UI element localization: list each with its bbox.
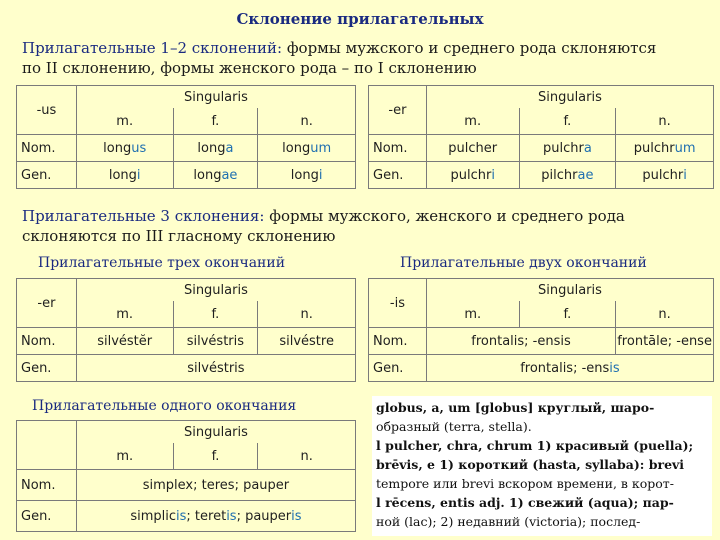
col-f: f. xyxy=(173,108,258,135)
case-gen: Gen. xyxy=(369,162,427,189)
dict-line: l pulcher, chra, chrum 1) красивый (puella); xyxy=(376,438,694,453)
case-nom: Nom. xyxy=(369,135,427,162)
dictionary-excerpt xyxy=(372,396,712,536)
section3-text-line1: формы мужского, женского и среднего рода xyxy=(269,207,625,225)
cell: silvéstĕr xyxy=(76,328,173,355)
dict-line: образный (terra, stella). xyxy=(376,419,532,434)
section1-text xyxy=(22,38,712,78)
col-m: m. xyxy=(426,108,519,135)
singularis-label: Singularis xyxy=(426,86,713,109)
case-gen: Gen. xyxy=(369,355,427,382)
table-er3 xyxy=(16,278,356,382)
section3-lead: Прилагательные 3 склонения: xyxy=(22,207,265,225)
col-m: m. xyxy=(76,108,173,135)
section3-text-line2: склоняются по III гласному склонению xyxy=(22,227,336,245)
col-m: m. xyxy=(426,301,519,328)
cell: pulcher xyxy=(426,135,519,162)
section1-text-line1: формы мужского и среднего рода склоняются xyxy=(286,39,657,57)
singularis-label: Singularis xyxy=(76,421,355,444)
cell-merged: simplicis; teretis; pauperis xyxy=(76,501,355,532)
cell-n: frontāle; -ense xyxy=(616,328,714,355)
case-gen: Gen. xyxy=(17,501,77,532)
dict-line: ной (lac); 2) недавний (victoria); послед- xyxy=(376,514,641,529)
case-nom: Nom. xyxy=(17,135,77,162)
cell: longi xyxy=(258,162,356,189)
section1-lead: Прилагательные 1–2 склонений: xyxy=(22,39,283,57)
cell-merged: simplex; teres; pauper xyxy=(76,470,355,501)
ending-is: -is xyxy=(369,279,427,328)
col-f: f. xyxy=(173,301,258,328)
singularis-label: Singularis xyxy=(76,86,355,109)
case-gen: Gen. xyxy=(17,355,77,382)
cell: pulchri xyxy=(426,162,519,189)
cell: longae xyxy=(173,162,258,189)
cell: pulchra xyxy=(519,135,616,162)
col-m: m. xyxy=(76,301,173,328)
dict-line: globus, a, um [globus] круглый, шаро- xyxy=(376,400,655,415)
col-f: f. xyxy=(519,301,616,328)
cell: pulchrum xyxy=(616,135,714,162)
case-nom: Nom. xyxy=(17,470,77,501)
cell-merged: frontalis; -ensis xyxy=(426,355,713,382)
dict-line: tempore или brevi вскором времени, в корот- xyxy=(376,476,674,491)
three-endings-heading: Прилагательные трех окончаний xyxy=(38,255,286,271)
one-ending-heading: Прилагательные одного окончания xyxy=(32,398,297,414)
table-er xyxy=(368,85,714,189)
table-one xyxy=(16,420,356,532)
table-us xyxy=(16,85,356,189)
singularis-label: Singularis xyxy=(76,279,355,302)
case-nom: Nom. xyxy=(17,328,77,355)
cell: longus xyxy=(76,135,173,162)
cell-mf: frontalis; -ensis xyxy=(426,328,615,355)
col-n: n. xyxy=(616,108,714,135)
singularis-label: Singularis xyxy=(426,279,713,302)
blank-cell xyxy=(17,421,77,470)
two-endings-heading: Прилагательные двух окончаний xyxy=(400,255,647,271)
cell: silvéstris xyxy=(173,328,258,355)
col-f: f. xyxy=(173,443,258,470)
cell: pulchri xyxy=(616,162,714,189)
cell-merged: silvéstris xyxy=(76,355,355,382)
ending-er: -er xyxy=(369,86,427,135)
cell: longum xyxy=(258,135,356,162)
dict-line: brēvis, e 1) короткий (hasta, syllaba): brevi xyxy=(376,457,685,472)
section3-text xyxy=(22,206,712,246)
section1-text-line2: по II склонению, формы женского рода – по I склонению xyxy=(22,59,477,77)
case-nom: Nom. xyxy=(369,328,427,355)
cell: pilchrae xyxy=(519,162,616,189)
ending-us: -us xyxy=(17,86,77,135)
table-is xyxy=(368,278,714,382)
ending-er3: -er xyxy=(17,279,77,328)
col-f: f. xyxy=(519,108,616,135)
dict-line: l rēcens, entis adj. 1) свежий (aqua); пар- xyxy=(376,495,674,510)
case-gen: Gen. xyxy=(17,162,77,189)
col-n: n. xyxy=(258,443,356,470)
col-m: m. xyxy=(76,443,173,470)
page-title: Склонение прилагательных xyxy=(236,10,484,28)
cell: silvéstre xyxy=(258,328,356,355)
col-n: n. xyxy=(616,301,714,328)
col-n: n. xyxy=(258,108,356,135)
cell: longa xyxy=(173,135,258,162)
cell: longi xyxy=(76,162,173,189)
col-n: n. xyxy=(258,301,356,328)
